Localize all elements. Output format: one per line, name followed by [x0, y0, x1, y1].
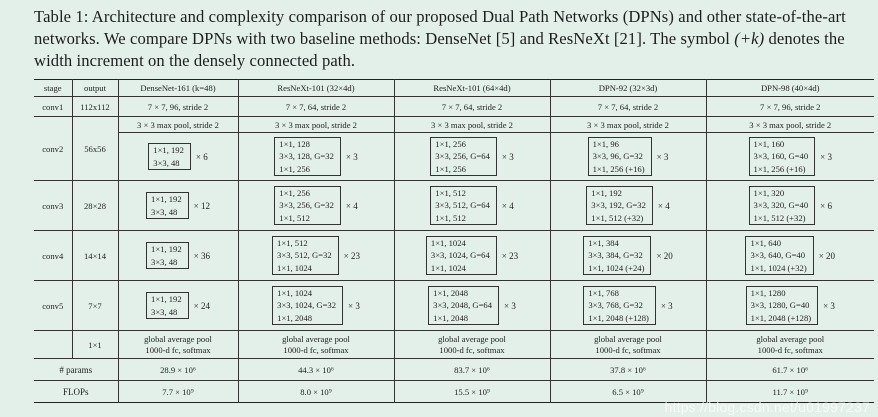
head-pool-text: global average pool: [144, 333, 212, 344]
block-line: 1×1, 192: [153, 145, 184, 155]
block-line: 3×3, 48: [151, 306, 178, 317]
header-output: output: [72, 80, 118, 97]
header-col-dpn92: DPN-92 (32×3d): [550, 80, 706, 97]
params-value: 28.9 × 10⁶: [118, 359, 238, 381]
block-line: 3×3, 320, G=40: [753, 200, 809, 211]
header-col-resnext64: ResNeXt-101 (64×4d): [394, 80, 550, 97]
block-cell: [238, 133, 394, 181]
output-size: 7×7: [72, 281, 118, 331]
block-cell: [394, 181, 550, 231]
block-multiplier: × 4: [657, 200, 670, 211]
block-line: 3×3, 640, G=40: [750, 250, 806, 261]
block-bracket: [272, 286, 340, 326]
block-bracket: [148, 143, 188, 170]
block-multiplier: × 3: [820, 151, 832, 162]
block-bracket: [583, 286, 653, 326]
block-cell: [550, 133, 706, 181]
block-bracket: [426, 236, 494, 276]
block-line: 1×1, 256 (+16): [753, 163, 806, 174]
block-line: 3×3, 768, G=32: [588, 300, 643, 311]
conv2-block-row: [34, 133, 874, 181]
block-cell: [550, 231, 706, 281]
output-size: 56x56: [72, 117, 118, 181]
block-bracket: [749, 137, 813, 177]
block-line: 1×1, 256: [435, 163, 466, 174]
block-bracket: [274, 186, 338, 226]
block-line: 1×1, 1280: [750, 287, 786, 298]
flops-value: 6.5 × 10⁹: [550, 381, 706, 403]
block-line: 3×3, 96, G=32: [592, 151, 643, 162]
block-multiplier: × 3: [501, 151, 514, 162]
block-line: 1×1, 192: [591, 187, 622, 198]
block-multiplier: × 6: [195, 151, 208, 162]
block-bracket-right: [494, 186, 497, 226]
table-caption: [34, 6, 874, 72]
table-cell: 3 × 3 max pool, stride 2: [238, 117, 394, 133]
block-line: 1×1, 640: [750, 237, 782, 248]
block-multiplier: × 23: [501, 250, 519, 261]
block-line: 1×1, 192: [151, 294, 182, 304]
conv3-row: [34, 181, 874, 231]
block-line: 1×1, 256 (+16): [592, 163, 645, 174]
block-bracket-right: [338, 137, 341, 177]
caption-symbol: (+k): [734, 29, 765, 48]
block-bracket: [428, 286, 496, 326]
block-multiplier: × 4: [501, 200, 514, 211]
block-bracket-right: [186, 242, 189, 269]
block-cell: [118, 231, 238, 281]
block-bracket-right: [186, 192, 189, 219]
head-fc-text: 1000-d fc, softmax: [757, 344, 823, 355]
block-cell: [550, 181, 706, 231]
stage-label: conv1: [42, 101, 64, 112]
head-pool-text: global average pool: [438, 333, 506, 344]
head-row: [34, 331, 874, 359]
output-size: 14×14: [72, 231, 118, 281]
block-line: 3×3, 1024, G=64: [430, 250, 490, 261]
block-multiplier: × 23: [343, 250, 360, 261]
block-multiplier: × 3: [656, 151, 669, 162]
block-line: 1×1, 512 (+32): [753, 212, 806, 223]
block-line: 1×1, 1024: [430, 237, 466, 248]
block-bracket: [746, 286, 816, 326]
block-bracket: [430, 186, 494, 226]
block-line: 3×3, 48: [151, 206, 178, 217]
block-bracket: [146, 242, 186, 269]
header-col-densenet: DenseNet-161 (k=48): [118, 80, 238, 97]
block-line: 1×1, 256: [435, 138, 466, 149]
block-cell: [118, 281, 238, 331]
block-line: 1×1, 512: [277, 237, 308, 248]
block-cell: [238, 281, 394, 331]
block-bracket: [274, 137, 338, 177]
block-bracket-right: [340, 286, 343, 326]
table-cell: 7 × 7, 96, stride 2: [118, 97, 238, 117]
table-cell: 7 × 7, 64, stride 2: [550, 97, 706, 117]
block-bracket: [146, 192, 186, 219]
block-line: 1×1, 2048: [433, 287, 469, 298]
caption-text-after: denotes the width increment on the densely connected path.: [34, 29, 845, 70]
params-label: # params: [59, 364, 93, 375]
block-multiplier: × 3: [660, 300, 673, 311]
conv2-pool-row: [34, 117, 874, 133]
block-multiplier: × 20: [656, 250, 673, 261]
block-line: 1×1, 256: [279, 187, 310, 198]
block-multiplier: × 3: [823, 300, 835, 311]
block-multiplier: × 3: [504, 300, 516, 311]
block-line: 3×3, 1024, G=32: [277, 300, 337, 311]
block-multiplier: × 3: [345, 151, 358, 162]
flops-value: 15.5 × 10⁹: [394, 381, 550, 403]
block-line: 3×3, 1280, G=40: [750, 300, 810, 311]
head-fc-text: 1000-d fc, softmax: [283, 344, 349, 355]
block-cell: [550, 281, 706, 331]
head-pool-text: global average pool: [282, 333, 350, 344]
block-line: 3×3, 2048, G=64: [433, 300, 493, 311]
block-bracket: [583, 236, 648, 276]
watermark-text: https://blog.csdn.net/u01997237: [664, 399, 870, 415]
conv5-row: [34, 281, 874, 331]
block-bracket-right: [812, 186, 815, 226]
stage-label: conv5: [42, 300, 64, 311]
table-cell: 3 × 3 max pool, stride 2: [394, 117, 550, 133]
block-line: 1×1, 160: [753, 138, 785, 149]
block-line: 1×1, 768: [588, 287, 619, 298]
block-bracket: [272, 236, 336, 276]
block-bracket: [745, 236, 810, 276]
head-fc-text: 1000-d fc, softmax: [145, 344, 211, 355]
conv1-row: [34, 97, 874, 117]
head-pool-text: global average pool: [756, 333, 825, 344]
block-line: 1×1, 512: [435, 212, 466, 223]
block-cell: [238, 231, 394, 281]
block-cell: [238, 181, 394, 231]
block-line: 1×1, 2048: [433, 312, 469, 323]
block-line: 1×1, 192: [151, 194, 182, 204]
block-cell: [706, 181, 874, 231]
block-cell: [706, 281, 874, 331]
head-pool-text: global average pool: [594, 333, 662, 344]
block-bracket-right: [336, 236, 339, 276]
block-line: 3×3, 192, G=32: [591, 200, 646, 211]
params-row: [34, 359, 874, 381]
head-cell: [706, 331, 874, 359]
block-line: 1×1, 384: [588, 237, 619, 248]
block-multiplier: × 20: [818, 250, 836, 261]
block-line: 3×3, 128, G=32: [279, 151, 334, 162]
head-cell: [550, 331, 706, 359]
table-cell: 7 × 7, 64, stride 2: [394, 97, 550, 117]
params-value: 83.7 × 10⁶: [394, 359, 550, 381]
block-bracket-right: [338, 186, 341, 226]
head-fc-text: 1000-d fc, softmax: [595, 344, 661, 355]
block-cell: [118, 181, 238, 231]
block-line: 1×1, 1024: [277, 287, 313, 298]
block-bracket-right: [494, 137, 497, 177]
flops-value: 7.7 × 10⁹: [118, 381, 238, 403]
table-cell: 7 × 7, 64, stride 2: [238, 97, 394, 117]
block-bracket-right: [811, 236, 814, 276]
block-bracket: [146, 292, 186, 319]
block-cell: [706, 133, 874, 181]
block-bracket: [586, 186, 650, 226]
block-line: 3×3, 48: [151, 256, 178, 267]
output-size: 1×1: [72, 331, 118, 359]
stage-label: [34, 331, 72, 359]
params-value: 61.7 × 10⁶: [706, 359, 874, 381]
block-bracket-right: [494, 236, 497, 276]
block-line: 3×3, 256, G=32: [279, 200, 334, 211]
conv4-row: [34, 231, 874, 281]
block-multiplier: × 3: [348, 300, 360, 311]
block-multiplier: × 24: [193, 300, 210, 311]
block-bracket: [749, 186, 813, 226]
architecture-table: [34, 79, 874, 403]
stage-label: conv2: [42, 143, 64, 154]
block-line: 1×1, 2048: [277, 312, 313, 323]
block-line: 3×3, 384, G=32: [588, 250, 643, 261]
block-line: 1×1, 256: [279, 163, 310, 174]
table-cell: 3 × 3 max pool, stride 2: [118, 117, 238, 133]
output-size: 112x112: [72, 97, 118, 117]
block-line: 1×1, 1024 (+24): [588, 262, 645, 273]
block-multiplier: × 12: [193, 200, 210, 211]
block-line: 1×1, 2048 (+128): [750, 312, 812, 323]
block-bracket-right: [186, 292, 189, 319]
block-line: 3×3, 160, G=40: [753, 151, 809, 162]
block-line: 3×3, 256, G=64: [435, 151, 490, 162]
block-bracket-right: [815, 286, 818, 326]
head-cell: [238, 331, 394, 359]
block-multiplier: × 4: [345, 200, 358, 211]
table-cell: 3 × 3 max pool, stride 2: [706, 117, 874, 133]
flops-value: 8.0 × 10⁹: [238, 381, 394, 403]
block-line: 1×1, 1024 (+32): [750, 262, 807, 273]
block-line: 1×1, 320: [753, 187, 785, 198]
flops-value: 11.7 × 10⁹: [706, 381, 874, 403]
block-bracket: [430, 137, 494, 177]
block-line: 3×3, 512, G=32: [277, 250, 332, 261]
params-value: 44.3 × 10⁶: [238, 359, 394, 381]
table-cell: 7 × 7, 96, stride 2: [706, 97, 874, 117]
block-line: 3×3, 512, G=64: [435, 200, 490, 211]
block-cell: [394, 133, 550, 181]
block-bracket-right: [650, 186, 653, 226]
block-cell: [706, 231, 874, 281]
block-multiplier: × 36: [193, 250, 210, 261]
block-line: 1×1, 128: [279, 138, 310, 149]
block-line: 1×1, 512 (+32): [591, 212, 644, 223]
block-line: 1×1, 96: [592, 138, 619, 149]
block-cell: [394, 231, 550, 281]
block-line: 1×1, 1024: [430, 262, 466, 273]
block-line: 1×1, 2048 (+128): [588, 312, 649, 323]
head-fc-text: 1000-d fc, softmax: [439, 344, 505, 355]
block-multiplier: × 6: [820, 200, 832, 211]
header-row: [34, 80, 874, 97]
header-stage: stage: [43, 83, 62, 93]
block-line: 3×3, 48: [153, 157, 180, 168]
header-col-resnext32: ResNeXt-101 (32×4d): [238, 80, 394, 97]
head-cell: [118, 331, 238, 359]
block-bracket-right: [812, 137, 815, 177]
header-col-dpn98: DPN-98 (40×4d): [706, 80, 874, 97]
block-cell: [118, 133, 238, 181]
block-bracket-right: [188, 143, 191, 170]
block-bracket-right: [649, 137, 652, 177]
stage-label: conv4: [42, 250, 64, 261]
block-line: 1×1, 512: [279, 212, 310, 223]
head-cell: [394, 331, 550, 359]
block-bracket-right: [653, 286, 656, 326]
block-line: 1×1, 512: [435, 187, 466, 198]
block-bracket-right: [648, 236, 651, 276]
output-size: 28×28: [72, 181, 118, 231]
stage-label: conv3: [42, 200, 64, 211]
params-value: 37.8 × 10⁶: [550, 359, 706, 381]
block-bracket: [588, 137, 649, 177]
table-cell: 3 × 3 max pool, stride 2: [550, 117, 706, 133]
flops-label: FLOPs: [62, 386, 89, 397]
block-cell: [394, 281, 550, 331]
block-bracket-right: [496, 286, 499, 326]
block-line: 1×1, 1024: [277, 262, 312, 273]
block-line: 1×1, 192: [151, 244, 182, 254]
caption-text-before: Table 1: Architecture and complexity comparison of our proposed Dual Path Networks (DPNs) and other state-of-the-art networks. We compare DPNs with two baseline methods: DenseNet [5] and ResNeXt [21]. The symbol: [34, 7, 846, 48]
